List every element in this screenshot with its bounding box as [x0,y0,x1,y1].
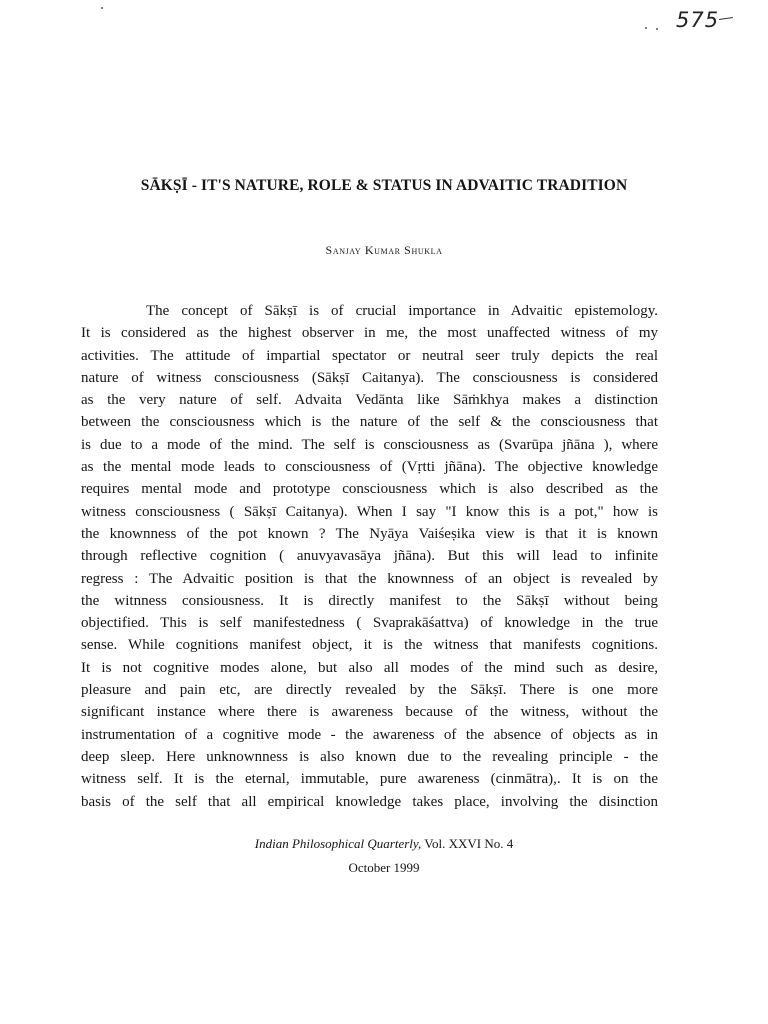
body-line: requires mental mode and prototype consciousness which is also described as the [81,481,658,498]
body-line: through reflective cognition ( anuvyavasāya jñāna). But this will lead to infinite [81,548,658,565]
scan-speck [101,7,103,9]
scan-speck [656,28,658,30]
body-line: instrumentation of a cognitive mode - the awareness of the absence of objects as in [81,726,658,743]
scan-speck [645,27,647,29]
body-paragraph [81,300,658,813]
body-line: witness self. It is the eternal, immutable, pure awareness (cinmātra),. It is on the [81,771,658,788]
article-title: SĀKṢĪ - IT'S NATURE, ROLE & STATUS IN ADVAITIC TRADITION [140,177,628,194]
body-line: pleasure and pain etc, are directly revealed by the Sākṣī. There is one more [81,682,658,699]
body-line: as the very nature of self. Advaita Vedānta like Sāṁkhya makes a distinction [81,392,658,409]
body-line: activities. The attitude of impartial spectator or neutral seer truly depicts the real [81,347,658,364]
body-line: is due to a mode of the mind. The self is consciousness as (Svarūpa jñāna ), where [81,436,658,453]
body-line: It is considered as the highest observer in me, the most unaffected witness of my [81,325,658,342]
publication-date: October 1999 [348,860,420,875]
journal-citation [0,836,768,852]
page-number: 575 [676,8,720,32]
body-line: between the consciousness which is the nature of the self & the consciousness that [81,414,658,431]
body-line: the knownness of the pot known ? The Nyāya Vaiśeṣika view is that it is known [81,525,658,542]
body-line: nature of witness consciousness (Sākṣī Caitanya). The consciousness is considered [81,369,658,386]
body-line: witness consciousness ( Sākṣī Caitanya). When I say "I know this is a pot," how is [81,503,658,520]
body-line: the witnness consiousness. It is directly manifest to the Sākṣī without being [81,592,658,609]
author-name: Sanjay Kumar Shukla [325,243,443,257]
body-line: sense. While cognitions manifest object, it is the witness that manifests cognitions. [81,637,658,654]
body-line: as the mental mode leads to consciousness of (Vṛtti jñāna). The objective knowledge [81,459,658,476]
journal-name: Indian Philosophical Quarterly, [254,836,422,851]
body-line: significant instance where there is awareness because of the witness, without the [81,704,658,721]
body-line: objectified. This is self manifestedness ( Svaprakāśattva) of knowledge in the true [81,615,658,632]
body-line: The concept of Sākṣī is of crucial importance in Advaitic epistemology. [146,303,658,319]
body-line: regress : The Advaitic position is that the knownness of an object is revealed by [81,570,658,587]
body-line: deep sleep. Here unknownness is also known due to the revealing principle - the [81,748,658,765]
body-line: basis of the self that all empirical knowledge takes place, involving the disinction [81,793,658,810]
body-line: It is not cognitive modes alone, but also all modes of the mind such as desire, [81,659,658,676]
journal-volume: Vol. XXVI No. 4 [424,836,514,851]
